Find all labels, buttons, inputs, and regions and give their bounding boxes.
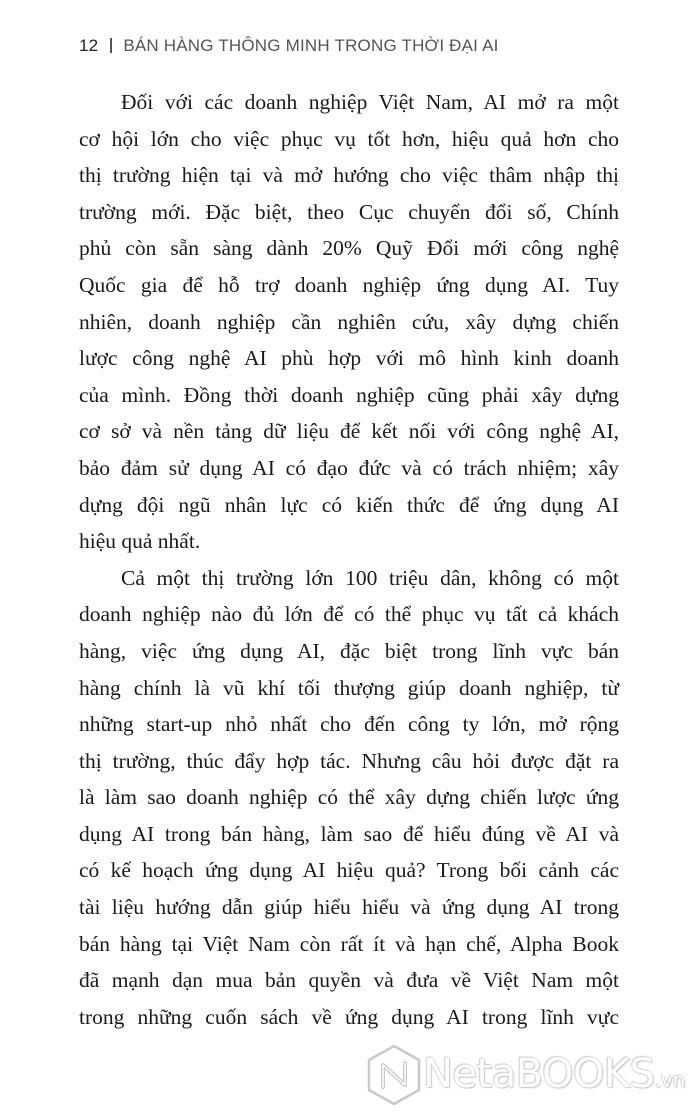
paragraph-1: [79, 84, 619, 560]
text-line: dụng AI trong bán hàng, làm sao để hiểu đúng về AI và: [79, 821, 619, 846]
text-line: những start-up nhỏ nhất cho đến công ty lớn, mở rộng: [79, 712, 619, 737]
watermark-brand: [423, 1051, 685, 1097]
text-line: bán hàng tại Việt Nam còn rất ít và hạn chế, Alpha Book: [79, 931, 619, 956]
running-header: [79, 36, 639, 56]
text-line: phủ còn sẵn sàng dành 20% Quỹ Đổi mới công nghệ: [79, 236, 619, 261]
page-number: 12: [79, 36, 99, 55]
text-line: cơ hội lớn cho việc phục vụ tốt hơn, hiệu quả hơn cho: [79, 126, 619, 151]
text-line: trường mới. Đặc biệt, theo Cục chuyển đổi số, Chính: [79, 199, 619, 224]
text-line: hàng, việc ứng dụng AI, đặc biệt trong lĩnh vực bán: [79, 638, 619, 663]
text-line: bảo đảm sử dụng AI có đạo đức và có trách nhiệm; xây: [79, 455, 619, 480]
text-line: dựng đội ngũ nhân lực có kiến thức để ứng dụng AI: [79, 492, 619, 517]
text-line: thị trường, thúc đẩy hợp tác. Nhưng câu hỏi được đặt ra: [79, 748, 619, 773]
watermark-brand-name: NetaBOOKS: [423, 1051, 655, 1097]
text-line: đã mạnh dạn mua bản quyền và đưa về Việt Nam một: [79, 968, 619, 993]
watermark: [365, 1043, 695, 1109]
text-line: của mình. Đồng thời doanh nghiệp cũng phải xây dựng: [79, 382, 619, 407]
text-line: Đối với các doanh nghiệp Việt Nam, AI mở ra một: [121, 90, 619, 114]
text-line: hàng chính là vũ khí tối thượng giúp doanh nghiệp, từ: [79, 675, 619, 700]
text-line: Quốc gia để hỗ trợ doanh nghiệp ứng dụng AI. Tuy: [79, 272, 619, 297]
watermark-tld: .vn: [654, 1068, 686, 1092]
running-title: BÁN HÀNG THÔNG MINH TRONG THỜI ĐẠI AI: [123, 36, 499, 55]
body-text: [79, 84, 619, 1035]
text-line: thị trường hiện tại và mở hướng cho việc thâm nhập thị: [79, 163, 619, 188]
header-separator: [110, 38, 112, 53]
text-line: lược công nghệ AI phù hợp với mô hình kinh doanh: [79, 346, 619, 371]
text-line: doanh nghiệp nào đủ lớn để có thể phục vụ tất cả khách: [79, 602, 619, 627]
hexagon-n-logo-icon: [365, 1043, 423, 1107]
text-line: nhiên, doanh nghiệp cần nghiên cứu, xây dựng chiến: [79, 309, 619, 334]
text-line: trong những cuốn sách về ứng dụng AI trong lĩnh vực: [79, 1004, 619, 1029]
text-line: có kế hoạch ứng dụng AI hiệu quả? Trong bối cảnh các: [79, 858, 619, 883]
text-line: tài liệu hướng dẫn giúp hiểu hiểu và ứng dụng AI trong: [79, 895, 619, 920]
text-line: hiệu quả nhất.: [79, 529, 201, 554]
paragraph-2: [79, 560, 619, 1036]
text-line: là làm sao doanh nghiệp có thể xây dựng chiến lược ứng: [79, 785, 619, 810]
text-line: cơ sở và nền tảng dữ liệu để kết nối với công nghệ AI,: [79, 419, 619, 444]
text-line: Cả một thị trường lớn 100 triệu dân, không có một: [121, 565, 619, 590]
